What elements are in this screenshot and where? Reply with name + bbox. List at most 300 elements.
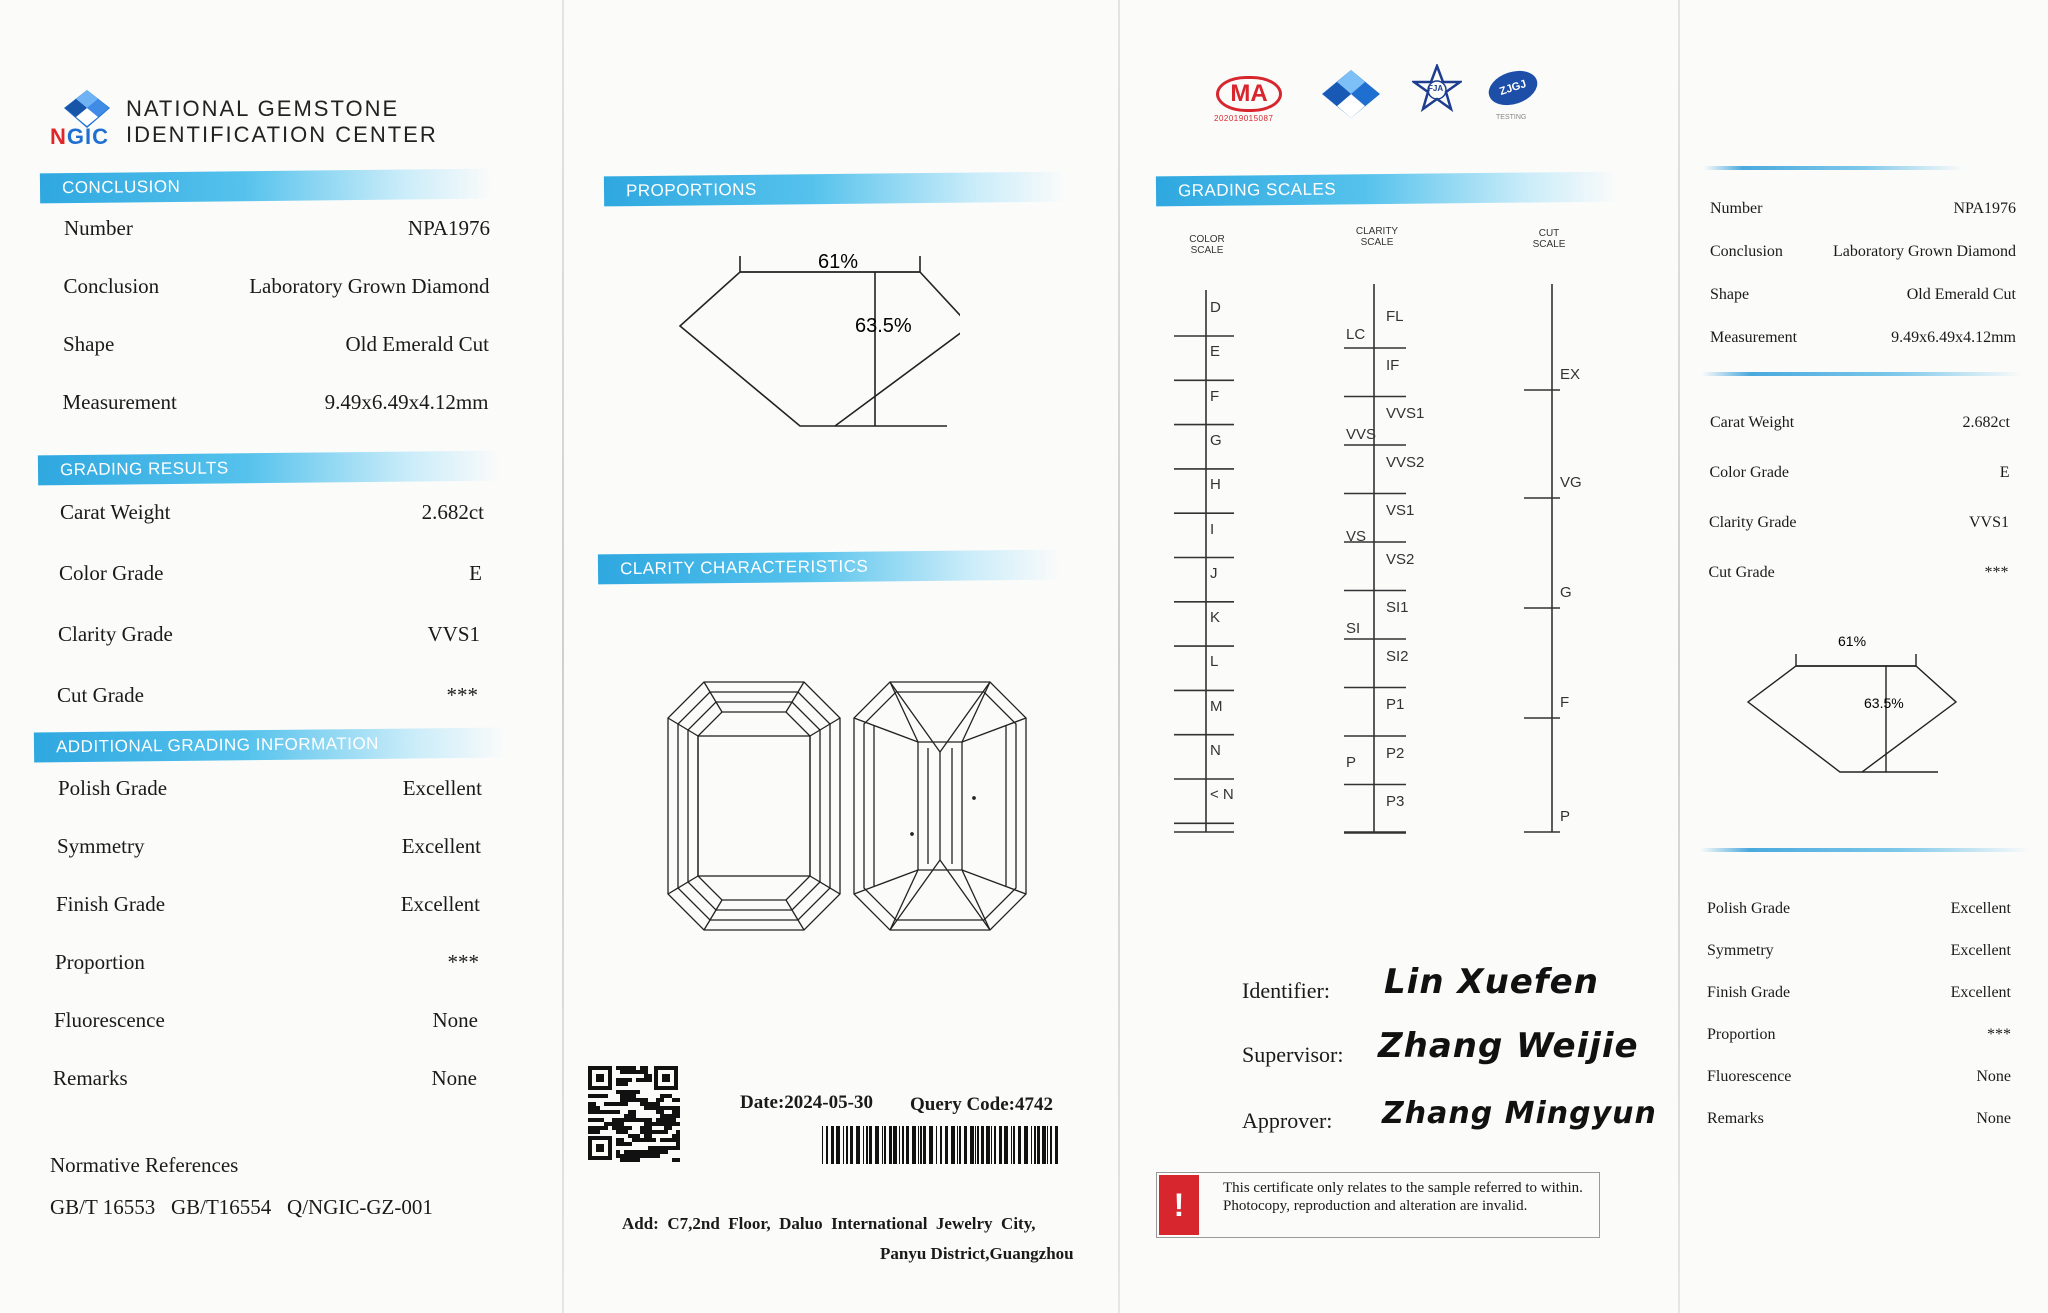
qr-module bbox=[620, 1098, 624, 1102]
qr-module bbox=[624, 1090, 628, 1094]
additional-value: *** bbox=[447, 950, 479, 974]
qr-module bbox=[624, 1142, 628, 1146]
barcode-bar bbox=[920, 1126, 922, 1164]
qr-module bbox=[624, 1102, 628, 1106]
clarity-grade-label: VVS2 bbox=[1386, 453, 1425, 471]
qr-module bbox=[676, 1114, 680, 1118]
ngic-diamond-icon bbox=[1320, 68, 1382, 122]
qr-module bbox=[656, 1150, 660, 1154]
qr-module bbox=[612, 1126, 616, 1130]
barcode-bar bbox=[856, 1126, 860, 1164]
qr-module bbox=[620, 1082, 624, 1086]
qr-module bbox=[588, 1102, 592, 1106]
divider bbox=[1700, 848, 2030, 852]
qr-module bbox=[620, 1126, 624, 1130]
qr-module bbox=[636, 1134, 640, 1138]
qr-module bbox=[596, 1110, 600, 1114]
fold-line bbox=[1678, 0, 1680, 1313]
cma-mark: MA bbox=[1216, 76, 1282, 112]
qr-module bbox=[632, 1098, 636, 1102]
qr-module bbox=[644, 1074, 648, 1078]
qr-module bbox=[676, 1134, 680, 1138]
conclusion-label: Measurement bbox=[62, 390, 177, 414]
divider bbox=[1704, 166, 1964, 170]
qr-module bbox=[640, 1102, 644, 1106]
clarity-group-label: SI bbox=[1346, 620, 1361, 637]
clarity-grade-label: P2 bbox=[1386, 744, 1405, 762]
qr-module bbox=[624, 1158, 628, 1162]
qr-module bbox=[620, 1118, 624, 1122]
qr-module bbox=[608, 1122, 612, 1126]
summary-bottom-value: None bbox=[1976, 1110, 2011, 1127]
summary-bottom-row bbox=[1707, 1026, 2011, 1044]
qr-module bbox=[616, 1102, 620, 1106]
summary-depth-pct: 63.5% bbox=[1864, 695, 1904, 711]
qr-module bbox=[644, 1134, 648, 1138]
qr-module bbox=[632, 1110, 636, 1114]
color-grade-label: N bbox=[1210, 742, 1221, 759]
qr-module bbox=[644, 1150, 648, 1154]
issue-date: Date:2024-05-30 bbox=[740, 1092, 873, 1113]
color-grade-label: F bbox=[1210, 387, 1220, 405]
qr-module bbox=[624, 1114, 628, 1118]
depth-pct: 63.5% bbox=[855, 315, 912, 337]
barcode-bar bbox=[912, 1126, 916, 1164]
clarity-grade-label: FL bbox=[1386, 308, 1404, 325]
qr-module bbox=[660, 1106, 664, 1110]
qr-module bbox=[672, 1158, 676, 1162]
barcode-bar bbox=[846, 1126, 848, 1164]
summary-bottom-label: Proportion bbox=[1707, 1026, 1776, 1043]
qr-finder-core bbox=[596, 1144, 604, 1152]
cut-grade-label: EX bbox=[1560, 366, 1581, 383]
divider bbox=[1702, 372, 2022, 376]
qr-module bbox=[624, 1130, 628, 1134]
address-line-1: Add: C7,2nd Floor, Daluo International Jewelry City, bbox=[622, 1214, 1036, 1233]
summary-mid-row bbox=[1710, 464, 2010, 482]
qr-module bbox=[660, 1146, 664, 1150]
barcode-bar bbox=[826, 1126, 828, 1164]
supervisor-signature: Zhang Weijie bbox=[1378, 1026, 1639, 1066]
qr-module bbox=[672, 1118, 676, 1122]
summary-mid-value: E bbox=[1999, 464, 2010, 481]
barcode-bar bbox=[893, 1126, 897, 1164]
qr-module bbox=[616, 1090, 620, 1094]
qr-module bbox=[592, 1094, 596, 1098]
barcode-bar bbox=[869, 1126, 872, 1164]
qr-module bbox=[616, 1122, 620, 1126]
qr-module bbox=[592, 1126, 596, 1130]
qr-module bbox=[668, 1106, 672, 1110]
grading-label: Clarity Grade bbox=[58, 622, 173, 646]
qr-module bbox=[620, 1158, 624, 1162]
qr-module bbox=[624, 1098, 628, 1102]
qr-module bbox=[664, 1146, 668, 1150]
barcode-bar bbox=[889, 1126, 892, 1164]
qr-module bbox=[668, 1122, 672, 1126]
section-additional: ADDITIONAL GRADING INFORMATION bbox=[34, 728, 506, 763]
qr-module bbox=[644, 1098, 648, 1102]
qr-module bbox=[668, 1138, 672, 1142]
barcode-bar bbox=[970, 1126, 974, 1164]
summary-bottom-value: Excellent bbox=[1950, 984, 2011, 1001]
qr-module bbox=[624, 1150, 628, 1154]
qr-module bbox=[628, 1158, 632, 1162]
additional-row bbox=[58, 776, 482, 801]
additional-row bbox=[57, 834, 481, 859]
qr-module bbox=[648, 1106, 652, 1110]
qr-module bbox=[648, 1102, 652, 1106]
qr-module bbox=[652, 1150, 656, 1154]
qr-module bbox=[668, 1118, 672, 1122]
summary-bottom-value: None bbox=[1976, 1068, 2011, 1085]
qr-module bbox=[636, 1150, 640, 1154]
query-code: Query Code:4742 bbox=[910, 1094, 1054, 1115]
qr-module bbox=[644, 1070, 648, 1074]
barcode-bar bbox=[945, 1126, 948, 1164]
summary-mid-row bbox=[1709, 514, 2009, 532]
fja-label: FJA bbox=[1428, 84, 1444, 93]
grading-row bbox=[59, 561, 482, 586]
qr-module bbox=[616, 1142, 620, 1146]
qr-module bbox=[652, 1138, 656, 1142]
barcode-bar bbox=[975, 1126, 976, 1164]
barcode-bar bbox=[902, 1126, 904, 1164]
clarity-plot-diagram bbox=[664, 678, 1034, 936]
barcode-bar bbox=[991, 1126, 992, 1164]
qr-module bbox=[624, 1078, 628, 1082]
conclusion-value: 9.49x6.49x4.12mm bbox=[324, 390, 489, 414]
qr-module bbox=[660, 1138, 664, 1142]
qr-module bbox=[632, 1114, 636, 1118]
summary-mid-value: 2.682ct bbox=[1962, 414, 2010, 431]
qr-module bbox=[628, 1070, 632, 1074]
qr-module bbox=[656, 1102, 660, 1106]
conclusion-row bbox=[63, 390, 489, 415]
clarity-grade-label: SI1 bbox=[1386, 599, 1409, 616]
grading-value: E bbox=[469, 561, 482, 585]
barcode-bar bbox=[899, 1126, 900, 1164]
qr-module bbox=[672, 1146, 676, 1150]
color-grade-label: I bbox=[1210, 520, 1215, 538]
clarity-grade-label: VS2 bbox=[1386, 550, 1415, 568]
additional-row bbox=[56, 892, 480, 917]
zjgj-mark: ZJGJ bbox=[1484, 65, 1541, 111]
qr-module bbox=[604, 1110, 608, 1114]
color-grade-label: H bbox=[1210, 476, 1221, 494]
qr-module bbox=[672, 1106, 676, 1110]
qr-module bbox=[664, 1130, 668, 1134]
barcode-bar bbox=[1031, 1126, 1032, 1164]
qr-module bbox=[632, 1134, 636, 1138]
qr-module bbox=[640, 1138, 644, 1142]
barcode-bar bbox=[850, 1126, 853, 1164]
qr-module bbox=[656, 1154, 660, 1158]
barcode-bar bbox=[1034, 1126, 1036, 1164]
qr-module bbox=[616, 1130, 620, 1134]
identifier-signature: Lin Xuefen bbox=[1384, 962, 1599, 1002]
qr-module bbox=[644, 1102, 648, 1106]
summary-top-value: NPA1976 bbox=[1953, 200, 2016, 217]
additional-label: Remarks bbox=[53, 1066, 128, 1090]
qr-module bbox=[620, 1154, 624, 1158]
summary-mid-label: Color Grade bbox=[1709, 464, 1790, 481]
qr-module bbox=[632, 1150, 636, 1154]
qr-module bbox=[676, 1158, 680, 1162]
title-line-1: NATIONAL GEMSTONE bbox=[126, 96, 400, 121]
section-clarity-characteristics: CLARITY CHARACTERISTICS bbox=[598, 550, 1060, 585]
qr-module bbox=[640, 1066, 644, 1070]
qr-module bbox=[628, 1126, 632, 1130]
qr-module bbox=[676, 1106, 680, 1110]
barcode-bar bbox=[906, 1126, 909, 1164]
qr-module bbox=[668, 1114, 672, 1118]
qr-module bbox=[592, 1110, 596, 1114]
qr-module bbox=[624, 1126, 628, 1130]
conclusion-row bbox=[64, 216, 490, 241]
summary-top-value: Old Emerald Cut bbox=[1906, 286, 2016, 303]
summary-bottom-label: Polish Grade bbox=[1707, 900, 1791, 917]
qr-module bbox=[604, 1102, 608, 1106]
qr-module bbox=[648, 1150, 652, 1154]
cut-grade-label: F bbox=[1560, 694, 1570, 711]
identifier-label: Identifier: bbox=[1242, 978, 1330, 1003]
summary-bottom-label: Finish Grade bbox=[1707, 984, 1791, 1001]
qr-module bbox=[588, 1110, 592, 1114]
qr-module bbox=[640, 1150, 644, 1154]
qr-module bbox=[644, 1118, 648, 1122]
qr-module bbox=[648, 1078, 652, 1082]
barcode-bar bbox=[964, 1126, 967, 1164]
zjgj-sub: TESTING bbox=[1496, 114, 1527, 121]
qr-module bbox=[624, 1094, 628, 1098]
qr-module bbox=[632, 1118, 636, 1122]
qr-module bbox=[648, 1118, 652, 1122]
barcode-bar bbox=[843, 1126, 844, 1164]
conclusion-label: Number bbox=[64, 216, 133, 240]
clarity-grade-label: SI2 bbox=[1386, 647, 1409, 665]
normative-title: Normative References bbox=[50, 1153, 239, 1177]
qr-module bbox=[640, 1098, 644, 1102]
qr-module bbox=[632, 1138, 636, 1142]
qr-module bbox=[612, 1118, 616, 1122]
qr-module bbox=[600, 1126, 604, 1130]
conclusion-row bbox=[63, 332, 489, 357]
summary-bottom-label: Symmetry bbox=[1707, 942, 1774, 959]
qr-module bbox=[624, 1066, 628, 1070]
clarity-grade-label: IF bbox=[1386, 356, 1400, 374]
qr-module bbox=[616, 1118, 620, 1122]
barcode-bar bbox=[999, 1126, 1002, 1164]
qr-module bbox=[628, 1066, 632, 1070]
qr-module bbox=[628, 1094, 632, 1098]
conclusion-value: Laboratory Grown Diamond bbox=[249, 274, 490, 298]
qr-module bbox=[656, 1118, 660, 1122]
qr-module bbox=[616, 1110, 620, 1114]
qr-module bbox=[644, 1066, 648, 1070]
additional-label: Proportion bbox=[55, 950, 145, 974]
barcode-bar bbox=[1018, 1126, 1021, 1164]
qr-module bbox=[620, 1102, 624, 1106]
qr-module bbox=[652, 1106, 656, 1110]
section-grading-scales: GRADING SCALES bbox=[1156, 172, 1618, 207]
qr-module bbox=[668, 1146, 672, 1150]
qr-module bbox=[660, 1114, 664, 1118]
cut-scale-title: CUT SCALE bbox=[1532, 228, 1566, 250]
qr-module bbox=[656, 1122, 660, 1126]
summary-mid-label: Cut Grade bbox=[1708, 564, 1775, 581]
grading-value: 2.682ct bbox=[421, 500, 484, 524]
qr-module bbox=[656, 1098, 660, 1102]
barcode-bar bbox=[863, 1126, 864, 1164]
grading-value: *** bbox=[446, 683, 478, 707]
color-grade-label: K bbox=[1210, 609, 1221, 627]
barcode-bar bbox=[1013, 1126, 1015, 1164]
barcode-bar bbox=[1011, 1126, 1012, 1164]
qr-module bbox=[620, 1090, 624, 1094]
qr-module bbox=[664, 1114, 668, 1118]
additional-value: Excellent bbox=[401, 834, 481, 858]
color-grade-label: G bbox=[1210, 431, 1222, 449]
summary-bottom-row bbox=[1707, 1110, 2011, 1128]
qr-module bbox=[596, 1130, 600, 1134]
summary-mid-label: Carat Weight bbox=[1710, 414, 1795, 431]
qr-module bbox=[652, 1146, 656, 1150]
qr-module bbox=[648, 1074, 652, 1078]
qr-module bbox=[616, 1154, 620, 1158]
qr-module bbox=[672, 1110, 676, 1114]
qr-module bbox=[644, 1154, 648, 1158]
qr-module bbox=[592, 1130, 596, 1134]
color-grade-label: L bbox=[1210, 653, 1219, 671]
summary-top-row bbox=[1710, 200, 2016, 218]
qr-module bbox=[644, 1122, 648, 1126]
qr-module bbox=[652, 1154, 656, 1158]
qr-module bbox=[640, 1070, 644, 1074]
additional-value: None bbox=[431, 1066, 477, 1090]
summary-top-row bbox=[1710, 329, 2016, 347]
barcode-bar bbox=[977, 1126, 979, 1164]
grading-value: VVS1 bbox=[427, 622, 480, 646]
qr-module bbox=[632, 1154, 636, 1158]
qr-module bbox=[656, 1130, 660, 1134]
qr-module bbox=[660, 1098, 664, 1102]
additional-label: Polish Grade bbox=[58, 776, 168, 800]
qr-module bbox=[676, 1098, 680, 1102]
barcode-bar bbox=[1037, 1126, 1040, 1164]
qr-module bbox=[628, 1098, 632, 1102]
qr-module bbox=[600, 1110, 604, 1114]
clarity-grade-label: VS1 bbox=[1386, 502, 1415, 519]
qr-module bbox=[672, 1122, 676, 1126]
qr-module bbox=[620, 1070, 624, 1074]
summary-top-label: Shape bbox=[1710, 286, 1750, 303]
warning-icon: ! bbox=[1159, 1175, 1199, 1235]
qr-module bbox=[596, 1118, 600, 1122]
qr-module bbox=[672, 1114, 676, 1118]
conclusion-value: NPA1976 bbox=[407, 216, 490, 240]
conclusion-label: Shape bbox=[63, 332, 115, 356]
additional-row bbox=[53, 1066, 477, 1091]
summary-bottom-value: Excellent bbox=[1950, 942, 2011, 959]
qr-module bbox=[640, 1118, 644, 1122]
qr-module bbox=[636, 1090, 640, 1094]
qr-module bbox=[660, 1130, 664, 1134]
cut-grade-label: G bbox=[1560, 584, 1572, 601]
summary-bottom-value: Excellent bbox=[1950, 900, 2011, 917]
qr-module bbox=[612, 1110, 616, 1114]
qr-module bbox=[648, 1154, 652, 1158]
barcode-bar bbox=[923, 1126, 926, 1164]
summary-top-label: Measurement bbox=[1710, 329, 1798, 346]
qr-module bbox=[628, 1134, 632, 1138]
qr-module bbox=[676, 1130, 680, 1134]
barcode-bar bbox=[981, 1126, 984, 1164]
summary-bottom-value: *** bbox=[1987, 1026, 2011, 1043]
barcode-bar bbox=[875, 1126, 879, 1164]
summary-top-label: Number bbox=[1710, 200, 1763, 217]
qr-module bbox=[660, 1118, 664, 1122]
barcode-bar bbox=[822, 1126, 823, 1164]
qr-module bbox=[636, 1138, 640, 1142]
qr-module bbox=[668, 1126, 672, 1130]
qr-module bbox=[664, 1118, 668, 1122]
barcode-bar bbox=[882, 1126, 883, 1164]
summary-top-value: Laboratory Grown Diamond bbox=[1832, 243, 2016, 260]
fold-line bbox=[562, 0, 564, 1313]
additional-row bbox=[55, 950, 479, 975]
summary-bottom-row bbox=[1707, 942, 2011, 960]
clarity-group-label: VS bbox=[1346, 528, 1367, 545]
qr-module bbox=[588, 1130, 592, 1134]
qr-module bbox=[652, 1130, 656, 1134]
qr-code bbox=[588, 1066, 680, 1162]
clarity-group-label: VVS bbox=[1346, 426, 1377, 443]
qr-module bbox=[588, 1126, 592, 1130]
qr-module bbox=[656, 1106, 660, 1110]
summary-top-label: Conclusion bbox=[1710, 243, 1783, 260]
clarity-grade-label: P1 bbox=[1386, 696, 1405, 713]
qr-module bbox=[660, 1094, 664, 1098]
qr-module bbox=[616, 1138, 620, 1142]
qr-module bbox=[620, 1138, 624, 1142]
qr-module bbox=[664, 1150, 668, 1154]
qr-module bbox=[636, 1154, 640, 1158]
additional-value: Excellent bbox=[402, 776, 482, 800]
grading-row bbox=[58, 622, 480, 647]
clarity-scale-title: CLARITY SCALE bbox=[1355, 226, 1399, 248]
barcode-bar bbox=[1004, 1126, 1008, 1164]
qr-module bbox=[620, 1078, 624, 1082]
summary-top-row bbox=[1710, 243, 2016, 261]
qr-module bbox=[628, 1154, 632, 1158]
color-grade-label: J bbox=[1210, 564, 1218, 582]
normative-refs: GB/T 16553 GB/T16554 Q/NGIC-GZ-001 bbox=[50, 1195, 433, 1219]
clarity-group-label: LC bbox=[1346, 326, 1366, 343]
conclusion-row bbox=[64, 274, 490, 299]
qr-module bbox=[604, 1094, 608, 1098]
grading-row bbox=[57, 683, 478, 708]
table-pct: 61% bbox=[818, 251, 859, 273]
summary-bottom-row bbox=[1707, 900, 2011, 918]
qr-module bbox=[664, 1138, 668, 1142]
qr-module bbox=[644, 1106, 648, 1110]
qr-module bbox=[616, 1150, 620, 1154]
qr-module bbox=[648, 1130, 652, 1134]
qr-module bbox=[644, 1130, 648, 1134]
qr-module bbox=[632, 1090, 636, 1094]
qr-module bbox=[628, 1118, 632, 1122]
